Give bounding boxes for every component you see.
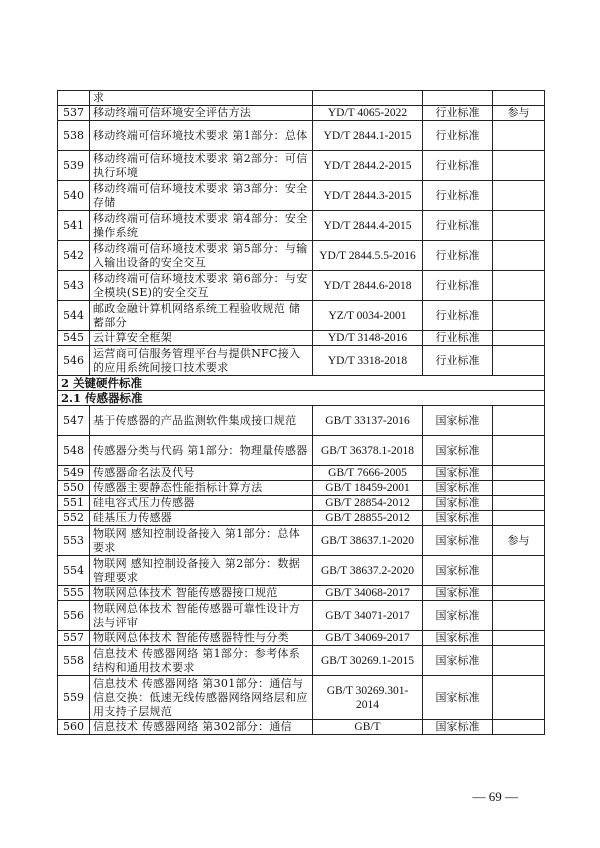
standard-type: 国家标准 [423, 586, 493, 601]
standard-name: 移动终端可信环境技术要求 第3部分：安全存储 [90, 181, 313, 211]
row-number: 556 [58, 601, 90, 631]
standard-name: 物联网总体技术 智能传感器特性与分类 [90, 631, 313, 646]
row-number: 558 [58, 646, 90, 676]
standard-name: 传感器分类与代码 第1部分：物理量传感器 [90, 436, 313, 466]
table-row [58, 511, 545, 526]
participation-note: 参与 [493, 106, 545, 121]
standard-code: YD/T 2844.3-2015 [313, 181, 423, 211]
table-row [58, 301, 545, 331]
row-number: 546 [58, 346, 90, 376]
standard-name: 物联网总体技术 智能传感器可靠性设计方法与评审 [90, 601, 313, 631]
standard-type: 行业标准 [423, 241, 493, 271]
table-row [58, 586, 545, 601]
standard-code: GB/T 38637.2-2020 [313, 556, 423, 586]
standard-type: 行业标准 [423, 181, 493, 211]
standard-code: GB/T 34068-2017 [313, 586, 423, 601]
participation-note [493, 676, 545, 720]
standard-name: 移动终端可信环境技术要求 第1部分：总体 [90, 121, 313, 151]
participation-note [493, 601, 545, 631]
standard-code: YD/T 3148-2016 [313, 331, 423, 346]
row-number: 553 [58, 526, 90, 556]
standard-code: GB/T 28854-2012 [313, 496, 423, 511]
standard-type: 国家标准 [423, 466, 493, 481]
table-row [58, 646, 545, 676]
row-number: 547 [58, 406, 90, 436]
standard-type: 国家标准 [423, 646, 493, 676]
table-row [58, 106, 545, 121]
table-row [58, 121, 545, 151]
participation-note [493, 346, 545, 376]
participation-note [493, 241, 545, 271]
row-number: 540 [58, 181, 90, 211]
standard-code: YD/T 4065-2022 [313, 106, 423, 121]
row-number: 538 [58, 121, 90, 151]
participation-note [493, 496, 545, 511]
standard-type: 国家标准 [423, 526, 493, 556]
table-row [58, 601, 545, 631]
participation-note [493, 466, 545, 481]
standard-type: 国家标准 [423, 676, 493, 720]
standard-code: GB/T 18459-2001 [313, 481, 423, 496]
standard-type: 国家标准 [423, 720, 493, 735]
standard-name: 硅基压力传感器 [90, 511, 313, 526]
standard-code: GB/T [313, 720, 423, 735]
standard-code: GB/T 33137-2016 [313, 406, 423, 436]
standard-name: 移动终端可信环境技术要求 第2部分：可信执行环境 [90, 151, 313, 181]
table-row [58, 331, 545, 346]
standard-type: 国家标准 [423, 556, 493, 586]
standard-name: 邮政金融计算机网络系统工程验收规范 储蓄部分 [90, 301, 313, 331]
standard-type: 国家标准 [423, 496, 493, 511]
standard-type: 行业标准 [423, 121, 493, 151]
row-number: 550 [58, 481, 90, 496]
section-title-sensor: 2.1 传感器标准 [58, 391, 545, 406]
standard-name: 信息技术 传感器网络 第1部分：参考体系结构和通用技术要求 [90, 646, 313, 676]
participation-note [493, 436, 545, 466]
participation-note [493, 406, 545, 436]
standard-type: 国家标准 [423, 601, 493, 631]
table-row [58, 91, 545, 106]
row-number: 548 [58, 436, 90, 466]
table-row [58, 720, 545, 735]
table-row [58, 241, 545, 271]
participation-note [493, 331, 545, 346]
row-number: 555 [58, 586, 90, 601]
standard-code: YD/T 2844.2-2015 [313, 151, 423, 181]
standard-code: GB/T 30269.301-2014 [313, 676, 423, 720]
standard-type: 国家标准 [423, 436, 493, 466]
standard-name: 传感器主要静态性能指标计算方法 [90, 481, 313, 496]
section-row [58, 376, 545, 391]
standard-code: YD/T 3318-2018 [313, 346, 423, 376]
table-row [58, 676, 545, 720]
table-row [58, 526, 545, 556]
standard-code: GB/T 7666-2005 [313, 466, 423, 481]
participation-note [493, 181, 545, 211]
participation-note: 参与 [493, 526, 545, 556]
standard-type: 行业标准 [423, 346, 493, 376]
standard-code [313, 91, 423, 106]
standard-code: YZ/T 0034-2001 [313, 301, 423, 331]
standard-code: GB/T 38637.1-2020 [313, 526, 423, 556]
participation-note [493, 511, 545, 526]
standard-name: 传感器命名法及代号 [90, 466, 313, 481]
standard-code: YD/T 2844.5.5-2016 [313, 241, 423, 271]
section-title-key-hardware: 2 关键硬件标准 [58, 376, 545, 391]
table-row [58, 466, 545, 481]
row-number: 541 [58, 211, 90, 241]
standard-code: GB/T 34069-2017 [313, 631, 423, 646]
section-headers [58, 376, 545, 406]
table-row [58, 346, 545, 376]
row-number: 560 [58, 720, 90, 735]
standard-name: 移动终端可信环境技术要求 第4部分：安全操作系统 [90, 211, 313, 241]
row-number: 554 [58, 556, 90, 586]
row-number: 544 [58, 301, 90, 331]
participation-note [493, 720, 545, 735]
row-number: 549 [58, 466, 90, 481]
participation-note [493, 481, 545, 496]
standard-type [423, 91, 493, 106]
table-row [58, 211, 545, 241]
standard-name: 基于传感器的产品监测软件集成接口规范 [90, 406, 313, 436]
standard-code: GB/T 28855-2012 [313, 511, 423, 526]
participation-note [493, 631, 545, 646]
standard-name: 云计算安全框架 [90, 331, 313, 346]
row-number: 545 [58, 331, 90, 346]
standard-code: YD/T 2844.4-2015 [313, 211, 423, 241]
standard-type: 行业标准 [423, 271, 493, 301]
standard-type: 行业标准 [423, 331, 493, 346]
standard-type: 行业标准 [423, 106, 493, 121]
table-row [58, 556, 545, 586]
row-number: 552 [58, 511, 90, 526]
participation-note [493, 586, 545, 601]
participation-note [493, 646, 545, 676]
participation-note [493, 271, 545, 301]
table-row [58, 436, 545, 466]
participation-note [493, 211, 545, 241]
row-number: 543 [58, 271, 90, 301]
participation-note [493, 121, 545, 151]
row-number [58, 91, 90, 106]
participation-note [493, 151, 545, 181]
row-number: 551 [58, 496, 90, 511]
standard-name: 硅电容式压力传感器 [90, 496, 313, 511]
table-row [58, 151, 545, 181]
standard-name: 信息技术 传感器网络 第301部分：通信与信息交换：低速无线传感器网络网络层和应用支持子层规范 [90, 676, 313, 720]
standard-name: 信息技术 传感器网络 第302部分：通信 [90, 720, 313, 735]
standard-name: 运营商可信服务管理平台与提供NFC接入的应用系统间接口技术要求 [90, 346, 313, 376]
standard-code: GB/T 34071-2017 [313, 601, 423, 631]
table-row [58, 481, 545, 496]
page-number: — 69 — [472, 789, 518, 804]
row-number: 539 [58, 151, 90, 181]
table-body-after [58, 406, 545, 735]
table-body-before [58, 91, 545, 376]
participation-note [493, 91, 545, 106]
participation-note [493, 556, 545, 586]
standard-name: 物联网总体技术 智能传感器接口规范 [90, 586, 313, 601]
table-row [58, 271, 545, 301]
standard-code: GB/T 30269.1-2015 [313, 646, 423, 676]
standard-code: YD/T 2844.6-2018 [313, 271, 423, 301]
standard-name: 移动终端可信环境技术要求 第5部分：与输入输出设备的安全交互 [90, 241, 313, 271]
section-row [58, 391, 545, 406]
standard-code: GB/T 36378.1-2018 [313, 436, 423, 466]
standard-code: YD/T 2844.1-2015 [313, 121, 423, 151]
standards-table [57, 90, 545, 735]
standard-name: 移动终端可信环境安全评估方法 [90, 106, 313, 121]
row-number: 557 [58, 631, 90, 646]
table-row [58, 406, 545, 436]
standard-name: 求 [90, 91, 313, 106]
table-row [58, 496, 545, 511]
standard-type: 行业标准 [423, 301, 493, 331]
standard-type: 国家标准 [423, 511, 493, 526]
row-number: 537 [58, 106, 90, 121]
row-number: 542 [58, 241, 90, 271]
standard-type: 国家标准 [423, 481, 493, 496]
standard-name: 移动终端可信环境技术要求 第6部分：与安全模块(SE)的安全交互 [90, 271, 313, 301]
standard-type: 国家标准 [423, 406, 493, 436]
row-number: 559 [58, 676, 90, 720]
standard-name: 物联网 感知控制设备接入 第1部分：总体要求 [90, 526, 313, 556]
participation-note [493, 301, 545, 331]
standard-name: 物联网 感知控制设备接入 第2部分：数据管理要求 [90, 556, 313, 586]
standard-type: 行业标准 [423, 211, 493, 241]
standard-type: 国家标准 [423, 631, 493, 646]
table-row [58, 181, 545, 211]
table-row [58, 631, 545, 646]
standard-type: 行业标准 [423, 151, 493, 181]
